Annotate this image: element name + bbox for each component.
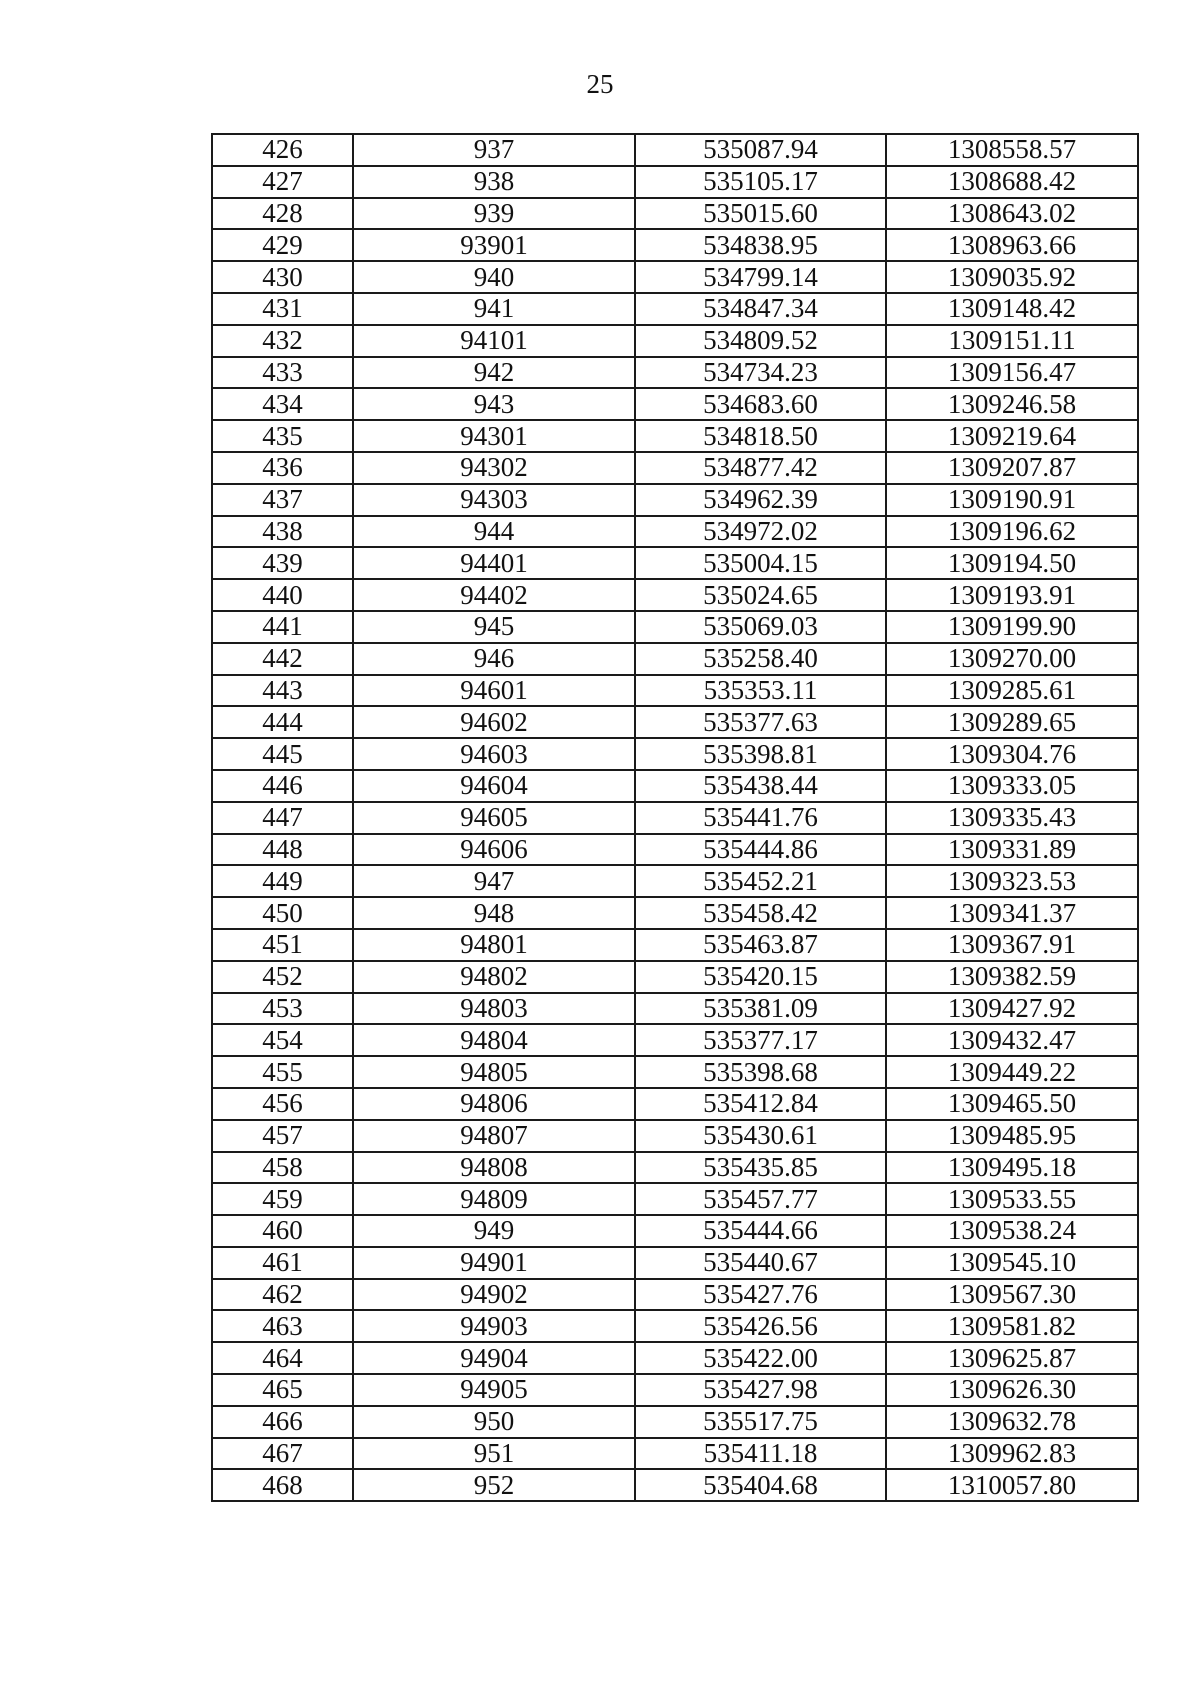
point-id-cell: 950: [353, 1406, 635, 1438]
row-number-cell: 460: [212, 1215, 353, 1247]
table-row: [212, 1024, 1138, 1056]
row-number-cell: 444: [212, 706, 353, 738]
table-row: [212, 134, 1138, 166]
table-row: [212, 1120, 1138, 1152]
point-id-cell: 94605: [353, 802, 635, 834]
table-row: [212, 897, 1138, 929]
y-coordinate-cell: 1309382.59: [886, 961, 1138, 993]
point-id-cell: 94801: [353, 929, 635, 961]
point-id-cell: 94902: [353, 1279, 635, 1311]
row-number-cell: 433: [212, 357, 353, 389]
point-id-cell: 940: [353, 261, 635, 293]
y-coordinate-cell: 1309323.53: [886, 865, 1138, 897]
x-coordinate-cell: 535463.87: [635, 929, 886, 961]
x-coordinate-cell: 535412.84: [635, 1088, 886, 1120]
table-row: [212, 166, 1138, 198]
row-number-cell: 447: [212, 802, 353, 834]
point-id-cell: 942: [353, 357, 635, 389]
y-coordinate-cell: 1309304.76: [886, 738, 1138, 770]
table-row: [212, 834, 1138, 866]
y-coordinate-cell: 1309193.91: [886, 579, 1138, 611]
y-coordinate-cell: 1309545.10: [886, 1247, 1138, 1279]
x-coordinate-cell: 535427.76: [635, 1279, 886, 1311]
y-coordinate-cell: 1308643.02: [886, 198, 1138, 230]
point-id-cell: 94903: [353, 1310, 635, 1342]
y-coordinate-cell: 1309156.47: [886, 357, 1138, 389]
y-coordinate-cell: 1309151.11: [886, 325, 1138, 357]
x-coordinate-cell: 535438.44: [635, 770, 886, 802]
row-number-cell: 426: [212, 134, 353, 166]
table-row: [212, 1438, 1138, 1470]
row-number-cell: 434: [212, 388, 353, 420]
x-coordinate-cell: 535004.15: [635, 547, 886, 579]
table-row: [212, 198, 1138, 230]
table-row: [212, 993, 1138, 1025]
point-id-cell: 94101: [353, 325, 635, 357]
point-id-cell: 952: [353, 1469, 635, 1501]
row-number-cell: 443: [212, 675, 353, 707]
y-coordinate-cell: 1309465.50: [886, 1088, 1138, 1120]
y-coordinate-cell: 1309148.42: [886, 293, 1138, 325]
x-coordinate-cell: 534799.14: [635, 261, 886, 293]
table-row: [212, 229, 1138, 261]
point-id-cell: 944: [353, 516, 635, 548]
point-id-cell: 94802: [353, 961, 635, 993]
y-coordinate-cell: 1309632.78: [886, 1406, 1138, 1438]
table-row: [212, 516, 1138, 548]
x-coordinate-cell: 535435.85: [635, 1152, 886, 1184]
coordinates-table: [211, 133, 1139, 1502]
table-row: [212, 961, 1138, 993]
table-row: [212, 293, 1138, 325]
row-number-cell: 435: [212, 420, 353, 452]
y-coordinate-cell: 1309333.05: [886, 770, 1138, 802]
point-id-cell: 94803: [353, 993, 635, 1025]
y-coordinate-cell: 1309219.64: [886, 420, 1138, 452]
point-id-cell: 946: [353, 643, 635, 675]
row-number-cell: 438: [212, 516, 353, 548]
x-coordinate-cell: 535353.11: [635, 675, 886, 707]
x-coordinate-cell: 535087.94: [635, 134, 886, 166]
y-coordinate-cell: 1309331.89: [886, 834, 1138, 866]
table-row: [212, 1152, 1138, 1184]
table-row: [212, 675, 1138, 707]
table-row: [212, 261, 1138, 293]
x-coordinate-cell: 534847.34: [635, 293, 886, 325]
row-number-cell: 430: [212, 261, 353, 293]
row-number-cell: 461: [212, 1247, 353, 1279]
table-row: [212, 547, 1138, 579]
row-number-cell: 466: [212, 1406, 353, 1438]
point-id-cell: 94804: [353, 1024, 635, 1056]
table-row: [212, 325, 1138, 357]
point-id-cell: 951: [353, 1438, 635, 1470]
point-id-cell: 93901: [353, 229, 635, 261]
row-number-cell: 439: [212, 547, 353, 579]
table-row: [212, 420, 1138, 452]
x-coordinate-cell: 534683.60: [635, 388, 886, 420]
x-coordinate-cell: 535024.65: [635, 579, 886, 611]
page-number: 25: [586, 69, 614, 99]
x-coordinate-cell: 535398.81: [635, 738, 886, 770]
table-row: [212, 357, 1138, 389]
row-number-cell: 436: [212, 452, 353, 484]
x-coordinate-cell: 535422.00: [635, 1342, 886, 1374]
table-row: [212, 388, 1138, 420]
point-id-cell: 94606: [353, 834, 635, 866]
point-id-cell: 94807: [353, 1120, 635, 1152]
point-id-cell: 94603: [353, 738, 635, 770]
x-coordinate-cell: 535430.61: [635, 1120, 886, 1152]
row-number-cell: 453: [212, 993, 353, 1025]
row-number-cell: 452: [212, 961, 353, 993]
x-coordinate-cell: 535411.18: [635, 1438, 886, 1470]
table-row: [212, 484, 1138, 516]
x-coordinate-cell: 535444.66: [635, 1215, 886, 1247]
row-number-cell: 428: [212, 198, 353, 230]
x-coordinate-cell: 534838.95: [635, 229, 886, 261]
x-coordinate-cell: 535258.40: [635, 643, 886, 675]
table-row: [212, 1406, 1138, 1438]
y-coordinate-cell: 1309285.61: [886, 675, 1138, 707]
y-coordinate-cell: 1309289.65: [886, 706, 1138, 738]
y-coordinate-cell: 1309367.91: [886, 929, 1138, 961]
row-number-cell: 427: [212, 166, 353, 198]
row-number-cell: 446: [212, 770, 353, 802]
x-coordinate-cell: 535420.15: [635, 961, 886, 993]
x-coordinate-cell: 535404.68: [635, 1469, 886, 1501]
table-row: [212, 929, 1138, 961]
point-id-cell: 94809: [353, 1183, 635, 1215]
table-row: [212, 643, 1138, 675]
y-coordinate-cell: 1309246.58: [886, 388, 1138, 420]
x-coordinate-cell: 535458.42: [635, 897, 886, 929]
table-row: [212, 452, 1138, 484]
x-coordinate-cell: 534809.52: [635, 325, 886, 357]
table-row: [212, 1215, 1138, 1247]
point-id-cell: 947: [353, 865, 635, 897]
table-row: [212, 1279, 1138, 1311]
y-coordinate-cell: 1309485.95: [886, 1120, 1138, 1152]
x-coordinate-cell: 535381.09: [635, 993, 886, 1025]
point-id-cell: 948: [353, 897, 635, 929]
point-id-cell: 94601: [353, 675, 635, 707]
table-row: [212, 1469, 1138, 1501]
point-id-cell: 94401: [353, 547, 635, 579]
y-coordinate-cell: 1308688.42: [886, 166, 1138, 198]
row-number-cell: 459: [212, 1183, 353, 1215]
row-number-cell: 468: [212, 1469, 353, 1501]
table-row: [212, 770, 1138, 802]
point-id-cell: 94303: [353, 484, 635, 516]
table-row: [212, 738, 1138, 770]
x-coordinate-cell: 534962.39: [635, 484, 886, 516]
row-number-cell: 451: [212, 929, 353, 961]
row-number-cell: 456: [212, 1088, 353, 1120]
y-coordinate-cell: 1309449.22: [886, 1056, 1138, 1088]
y-coordinate-cell: 1309341.37: [886, 897, 1138, 929]
x-coordinate-cell: 535398.68: [635, 1056, 886, 1088]
point-id-cell: 939: [353, 198, 635, 230]
y-coordinate-cell: 1308558.57: [886, 134, 1138, 166]
x-coordinate-cell: 534818.50: [635, 420, 886, 452]
x-coordinate-cell: 535069.03: [635, 611, 886, 643]
table-row: [212, 865, 1138, 897]
y-coordinate-cell: 1308963.66: [886, 229, 1138, 261]
point-id-cell: 941: [353, 293, 635, 325]
y-coordinate-cell: 1309270.00: [886, 643, 1138, 675]
point-id-cell: 94604: [353, 770, 635, 802]
x-coordinate-cell: 534734.23: [635, 357, 886, 389]
table-row: [212, 1183, 1138, 1215]
y-coordinate-cell: 1309335.43: [886, 802, 1138, 834]
x-coordinate-cell: 535105.17: [635, 166, 886, 198]
table-row: [212, 1374, 1138, 1406]
y-coordinate-cell: 1309427.92: [886, 993, 1138, 1025]
x-coordinate-cell: 535440.67: [635, 1247, 886, 1279]
table-row: [212, 1310, 1138, 1342]
y-coordinate-cell: 1309199.90: [886, 611, 1138, 643]
x-coordinate-cell: 534877.42: [635, 452, 886, 484]
y-coordinate-cell: 1309207.87: [886, 452, 1138, 484]
y-coordinate-cell: 1309567.30: [886, 1279, 1138, 1311]
table-row: [212, 1342, 1138, 1374]
table-row: [212, 611, 1138, 643]
y-coordinate-cell: 1309626.30: [886, 1374, 1138, 1406]
x-coordinate-cell: 534972.02: [635, 516, 886, 548]
row-number-cell: 445: [212, 738, 353, 770]
point-id-cell: 943: [353, 388, 635, 420]
row-number-cell: 437: [212, 484, 353, 516]
y-coordinate-cell: 1309962.83: [886, 1438, 1138, 1470]
x-coordinate-cell: 535452.21: [635, 865, 886, 897]
table-row: [212, 579, 1138, 611]
row-number-cell: 449: [212, 865, 353, 897]
row-number-cell: 448: [212, 834, 353, 866]
coordinates-table-body: [212, 134, 1138, 1501]
point-id-cell: 937: [353, 134, 635, 166]
point-id-cell: 938: [353, 166, 635, 198]
x-coordinate-cell: 535015.60: [635, 198, 886, 230]
y-coordinate-cell: 1309035.92: [886, 261, 1138, 293]
y-coordinate-cell: 1309194.50: [886, 547, 1138, 579]
y-coordinate-cell: 1309533.55: [886, 1183, 1138, 1215]
row-number-cell: 429: [212, 229, 353, 261]
row-number-cell: 463: [212, 1310, 353, 1342]
point-id-cell: 94402: [353, 579, 635, 611]
x-coordinate-cell: 535517.75: [635, 1406, 886, 1438]
table-row: [212, 802, 1138, 834]
table-row: [212, 1088, 1138, 1120]
row-number-cell: 450: [212, 897, 353, 929]
point-id-cell: 94905: [353, 1374, 635, 1406]
x-coordinate-cell: 535377.63: [635, 706, 886, 738]
row-number-cell: 457: [212, 1120, 353, 1152]
row-number-cell: 431: [212, 293, 353, 325]
row-number-cell: 467: [212, 1438, 353, 1470]
row-number-cell: 465: [212, 1374, 353, 1406]
row-number-cell: 442: [212, 643, 353, 675]
point-id-cell: 94805: [353, 1056, 635, 1088]
row-number-cell: 441: [212, 611, 353, 643]
point-id-cell: 94301: [353, 420, 635, 452]
x-coordinate-cell: 535441.76: [635, 802, 886, 834]
x-coordinate-cell: 535426.56: [635, 1310, 886, 1342]
x-coordinate-cell: 535444.86: [635, 834, 886, 866]
point-id-cell: 94904: [353, 1342, 635, 1374]
x-coordinate-cell: 535377.17: [635, 1024, 886, 1056]
point-id-cell: 94901: [353, 1247, 635, 1279]
y-coordinate-cell: 1309625.87: [886, 1342, 1138, 1374]
point-id-cell: 945: [353, 611, 635, 643]
table-row: [212, 1247, 1138, 1279]
y-coordinate-cell: 1309581.82: [886, 1310, 1138, 1342]
y-coordinate-cell: 1309432.47: [886, 1024, 1138, 1056]
row-number-cell: 440: [212, 579, 353, 611]
point-id-cell: 94806: [353, 1088, 635, 1120]
table-row: [212, 1056, 1138, 1088]
y-coordinate-cell: 1309495.18: [886, 1152, 1138, 1184]
row-number-cell: 455: [212, 1056, 353, 1088]
y-coordinate-cell: 1309190.91: [886, 484, 1138, 516]
x-coordinate-cell: 535427.98: [635, 1374, 886, 1406]
point-id-cell: 94302: [353, 452, 635, 484]
row-number-cell: 462: [212, 1279, 353, 1311]
point-id-cell: 94602: [353, 706, 635, 738]
y-coordinate-cell: 1309538.24: [886, 1215, 1138, 1247]
row-number-cell: 464: [212, 1342, 353, 1374]
y-coordinate-cell: 1309196.62: [886, 516, 1138, 548]
point-id-cell: 94808: [353, 1152, 635, 1184]
row-number-cell: 454: [212, 1024, 353, 1056]
row-number-cell: 432: [212, 325, 353, 357]
y-coordinate-cell: 1310057.80: [886, 1469, 1138, 1501]
point-id-cell: 949: [353, 1215, 635, 1247]
row-number-cell: 458: [212, 1152, 353, 1184]
table-row: [212, 706, 1138, 738]
x-coordinate-cell: 535457.77: [635, 1183, 886, 1215]
